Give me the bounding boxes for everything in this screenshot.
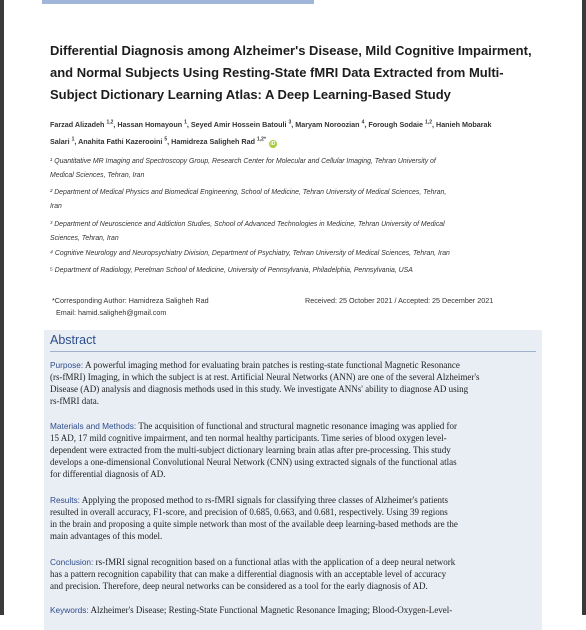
authors-text: Farzad Alizadeh $^{1,2}$, Hassan Homayoun $^1$, Seyed Amir Hossein Batouli $^3$, Maryam Noroozian $^4$, Forough Sodaie $^{1,2}$, Hanieh Mobarak <box>50 120 492 130</box>
corresponding-author-name: *Corresponding Author: Hamidreza Saligheh Rad <box>52 296 209 305</box>
affiliation-line: Iran <box>50 203 62 210</box>
affiliation-marker: 4 <box>361 120 365 126</box>
abstract-line: (rs-fMRI) Imaging, in which the subject is at rest. Artificial Neural Networks (ANN) are one of the several Alzheimer's <box>50 372 480 382</box>
affiliation-line: Medical Sciences, Tehran, Iran <box>50 172 145 179</box>
affiliation-marker: 1,2 <box>106 120 114 126</box>
title-line: Subject Dictionary Learning Atlas: A Deep Learning-Based Study <box>50 87 451 102</box>
abstract-conclusion <box>50 556 536 592</box>
orcid-icon[interactable]: iD <box>270 140 276 147</box>
abstract-line: for differential diagnosis of AD. <box>50 469 166 479</box>
abstract-line: rs-fMRI data. <box>50 396 99 406</box>
abstract-keywords <box>50 604 536 616</box>
abstract-line <box>50 359 536 371</box>
author-list <box>50 116 540 149</box>
authors-text: Salari $^1$, Anahita Fathi Kazerooini $^5$, Hamidreza Saligheh Rad $^{1,2*}$ <box>50 136 266 146</box>
section-text: Alzheimer's Disease; Resting-State Functional Magnetic Resonance Imaging; Blood-Oxygen-Level- <box>90 605 453 615</box>
affiliation-marker: 5 <box>164 136 168 143</box>
corresponding-email[interactable]: Email: hamid.saligheh@gmail.com <box>56 308 167 317</box>
affiliation-line: ³ Department of Neuroscience and Addiction Studies, School of Advanced Technologies in Medicine, Tehran University of Medical <box>50 221 445 228</box>
title-line: Differential Diagnosis among Alzheimer's Disease, Mild Cognitive Impairment, <box>50 43 532 58</box>
abstract-line <box>50 494 536 506</box>
abstract-line <box>50 556 536 568</box>
viewer-left-border <box>0 0 4 615</box>
affiliation-line: ² Department of Medical Physics and Biomedical Engineering, School of Medicine, Tehran University of Medical Sciences, Tehran, <box>50 189 447 196</box>
section-label: Conclusion: <box>50 557 94 567</box>
abstract-line: and precision. Therefore, deep neural networks can be considered as a tool for the early diagnosis of AD. <box>50 581 428 591</box>
abstract-results <box>50 494 536 542</box>
affiliation-marker: 1,2 <box>425 120 432 126</box>
affiliation-marker: 1,2* <box>257 136 266 143</box>
abstract-line: main advantages of this model. <box>50 531 163 541</box>
affiliation-marker: 1 <box>184 120 187 126</box>
abstract-methods <box>50 420 536 480</box>
affiliation-2 <box>50 186 540 214</box>
affiliation-3 <box>50 218 540 246</box>
author-line <box>50 132 540 148</box>
abstract-line: Disease (AD) analysis and diagnosis methods used in this study. We investigate ANNs' ability to diagnose AD using <box>50 384 469 394</box>
corresponding-author <box>52 295 209 319</box>
affiliation-1 <box>50 155 540 183</box>
abstract-line: resulted in overall accuracy, F1-score, and precision of 0.685, 0.663, and 0.681, respectively. Using 39 regions <box>50 507 448 517</box>
abstract-line <box>50 604 536 616</box>
section-text: A powerful imaging method for evaluating brain patches is resting-state functional Magnetic Resonance <box>84 360 460 370</box>
section-text: The acquisition of functional and structural magnetic resonance imaging was applied for <box>138 421 457 431</box>
section-label: Purpose: <box>50 360 84 370</box>
section-label: Results: <box>50 495 80 505</box>
abstract-line: 15 AD, 17 mild cognitive impairment, and ten normal healthy participants. Time series of blood oxygen level- <box>50 433 447 443</box>
affiliation-line: ⁵ Department of Radiology, Perelman School of Medicine, University of Pennsylvania, Philadelphia, Pennsylvania, USA <box>50 267 413 274</box>
section-label: Materials and Methods: <box>50 421 137 431</box>
paper-title <box>50 40 550 106</box>
affiliation-line: ¹ Quantitative MR Imaging and Spectroscopy Group, Research Center for Molecular and Cellular Imaging, Tehran University of <box>50 158 436 165</box>
section-label: Keywords: <box>50 605 89 615</box>
title-line: and Normal Subjects Using Resting-State fMRI Data Extracted from Multi- <box>50 65 504 80</box>
abstract-heading: Abstract <box>50 333 96 347</box>
section-text: rs-fMRI signal recognition based on a functional atlas with the application of a deep neural network <box>95 557 456 567</box>
affiliation-marker: 3 <box>288 120 292 126</box>
header-color-band <box>42 0 314 4</box>
author-line <box>50 116 540 132</box>
abstract-line <box>50 420 536 432</box>
viewer-right-border <box>582 0 586 615</box>
affiliation-marker: 1 <box>71 136 75 143</box>
abstract-line: in the brain and proposing a quite simple network than most of the available deep learning-based methods are the <box>50 519 458 529</box>
abstract-line: dependent were extracted from the multi-subject dictionary learning brain atlas after pre-processing. This study <box>50 445 451 455</box>
affiliation-line: ⁴ Cognitive Neurology and Neuropsychiatry Division, Department of Psychiatry, Tehran University of Medical Sciences, Tehran, Iran <box>50 250 450 257</box>
abstract-purpose <box>50 359 536 407</box>
affiliation-5 <box>50 264 540 278</box>
affiliation-line: Sciences, Tehran, Iran <box>50 235 119 242</box>
received-accepted-dates: Received: 25 October 2021 / Accepted: 25 December 2021 <box>305 296 494 305</box>
abstract-divider <box>50 351 536 352</box>
abstract-line: develops a one-dimensional Convolutional Neural Network (CNN) using extracted signals of the functional atlas <box>50 457 457 467</box>
section-text: Applying the proposed method to rs-fMRI signals for classifying three classes of Alzheimer's patients <box>81 495 449 505</box>
affiliation-4 <box>50 247 540 261</box>
abstract-line: has a pattern recognition capability that can make a differential diagnosis with an acceptable level of accuracy <box>50 569 447 579</box>
